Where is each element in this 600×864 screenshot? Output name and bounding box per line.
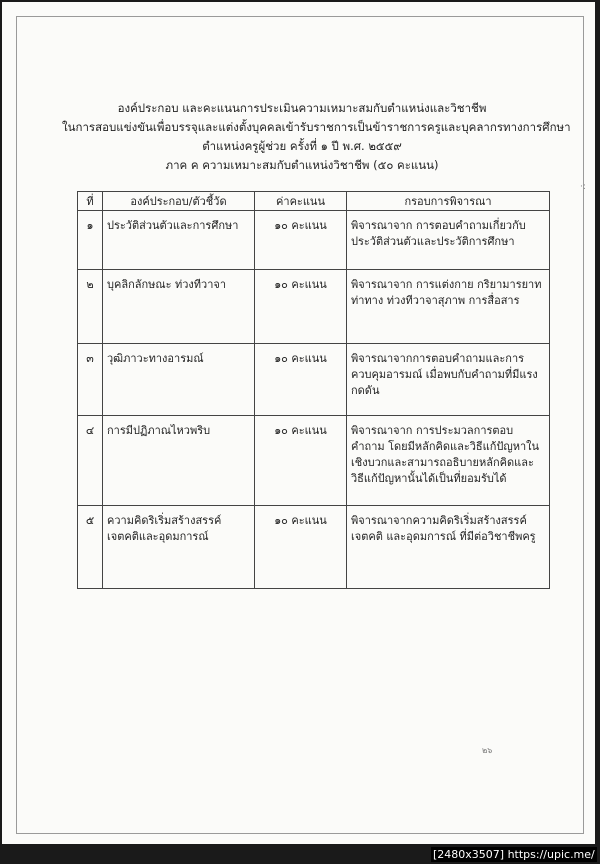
watermark-label: [2480x3507] https://upic.me/ <box>433 848 595 861</box>
row-score: ๑๐ คะแนน <box>255 344 347 416</box>
row-criteria: พิจารณาจาก การตอบคำถามเกี่ยวกับประวัติส่วนตัวและประวัติการศึกษา <box>347 211 550 270</box>
row-component: ความคิดริเริ่มสร้างสรรค์ เจตคติและอุดมการณ์ <box>103 506 255 589</box>
row-number: ๔ <box>78 416 103 506</box>
table-row <box>78 211 550 270</box>
table-header-row <box>78 192 550 211</box>
table-row <box>78 416 550 506</box>
row-number: ๑ <box>78 211 103 270</box>
row-criteria: พิจารณาจากการตอบคำถามและการควบคุมอารมณ์ เมื่อพบกับคำถามที่มีแรงกดดัน <box>347 344 550 416</box>
header-component: องค์ประกอบ/ตัวชี้วัด <box>103 192 255 211</box>
table-row <box>78 270 550 344</box>
document-page <box>2 2 595 844</box>
row-criteria: พิจารณาจากความคิดริเริ่มสร้างสรรค์ เจตคติ และอุดมการณ์ ที่มีต่อวิชาชีพครู <box>347 506 550 589</box>
table-row <box>78 506 550 589</box>
row-number: ๓ <box>78 344 103 416</box>
row-score: ๑๐ คะแนน <box>255 270 347 344</box>
row-number: ๒ <box>78 270 103 344</box>
row-score: ๑๐ คะแนน <box>255 416 347 506</box>
title-line-1: องค์ประกอบ และคะแนนการประเมินความเหมาะสมกับตำแหน่งและวิชาชีพ <box>117 101 487 115</box>
title-line-2: ในการสอบแข่งขันเพื่อบรรจุและแต่งตั้งบุคคลเข้ารับราชการเป็นข้าราชการครูและบุคลากรทางการศึกษา <box>62 120 571 134</box>
title-line-4: ภาค ค ความเหมาะสมกับตำแหน่งวิชาชีพ (๕๐ คะแนน) <box>165 158 439 172</box>
row-score: ๑๐ คะแนน <box>255 211 347 270</box>
table-row <box>78 344 550 416</box>
header-criteria: กรอบการพิจารณา <box>347 192 550 211</box>
row-component: การมีปฏิภาณไหวพริบ <box>103 416 255 506</box>
row-score: ๑๐ คะแนน <box>255 506 347 589</box>
header-no: ที่ <box>78 192 103 211</box>
evaluation-table <box>77 191 550 589</box>
row-criteria: พิจารณาจาก การแต่งกาย กริยามารยาทท่าทาง ท่วงทีวาจาสุภาพ การสื่อสาร <box>347 270 550 344</box>
row-number: ๕ <box>78 506 103 589</box>
margin-mark: ·: <box>580 182 586 192</box>
page-mark: ๒๖ <box>482 746 493 755</box>
row-component: ประวัติส่วนตัวและการศึกษา <box>103 211 255 270</box>
row-component: วุฒิภาวะทางอารมณ์ <box>103 344 255 416</box>
header-score: ค่าคะแนน <box>255 192 347 211</box>
title-line-3: ตำแหน่งครูผู้ช่วย ครั้งที่ ๑ ปี พ.ศ. ๒๕๕๙ <box>202 139 402 153</box>
row-component: บุคลิกลักษณะ ท่วงทีวาจา <box>103 270 255 344</box>
row-criteria: พิจารณาจาก การประมวลการตอบคำถาม โดยมีหลักคิดและวิธีแก้ปัญหาในเชิงบวกและสามารถอธิบายหลักคิดและวิธีแก้ปัญหานั้นได้เป็นที่ยอมรับได้ <box>347 416 550 506</box>
